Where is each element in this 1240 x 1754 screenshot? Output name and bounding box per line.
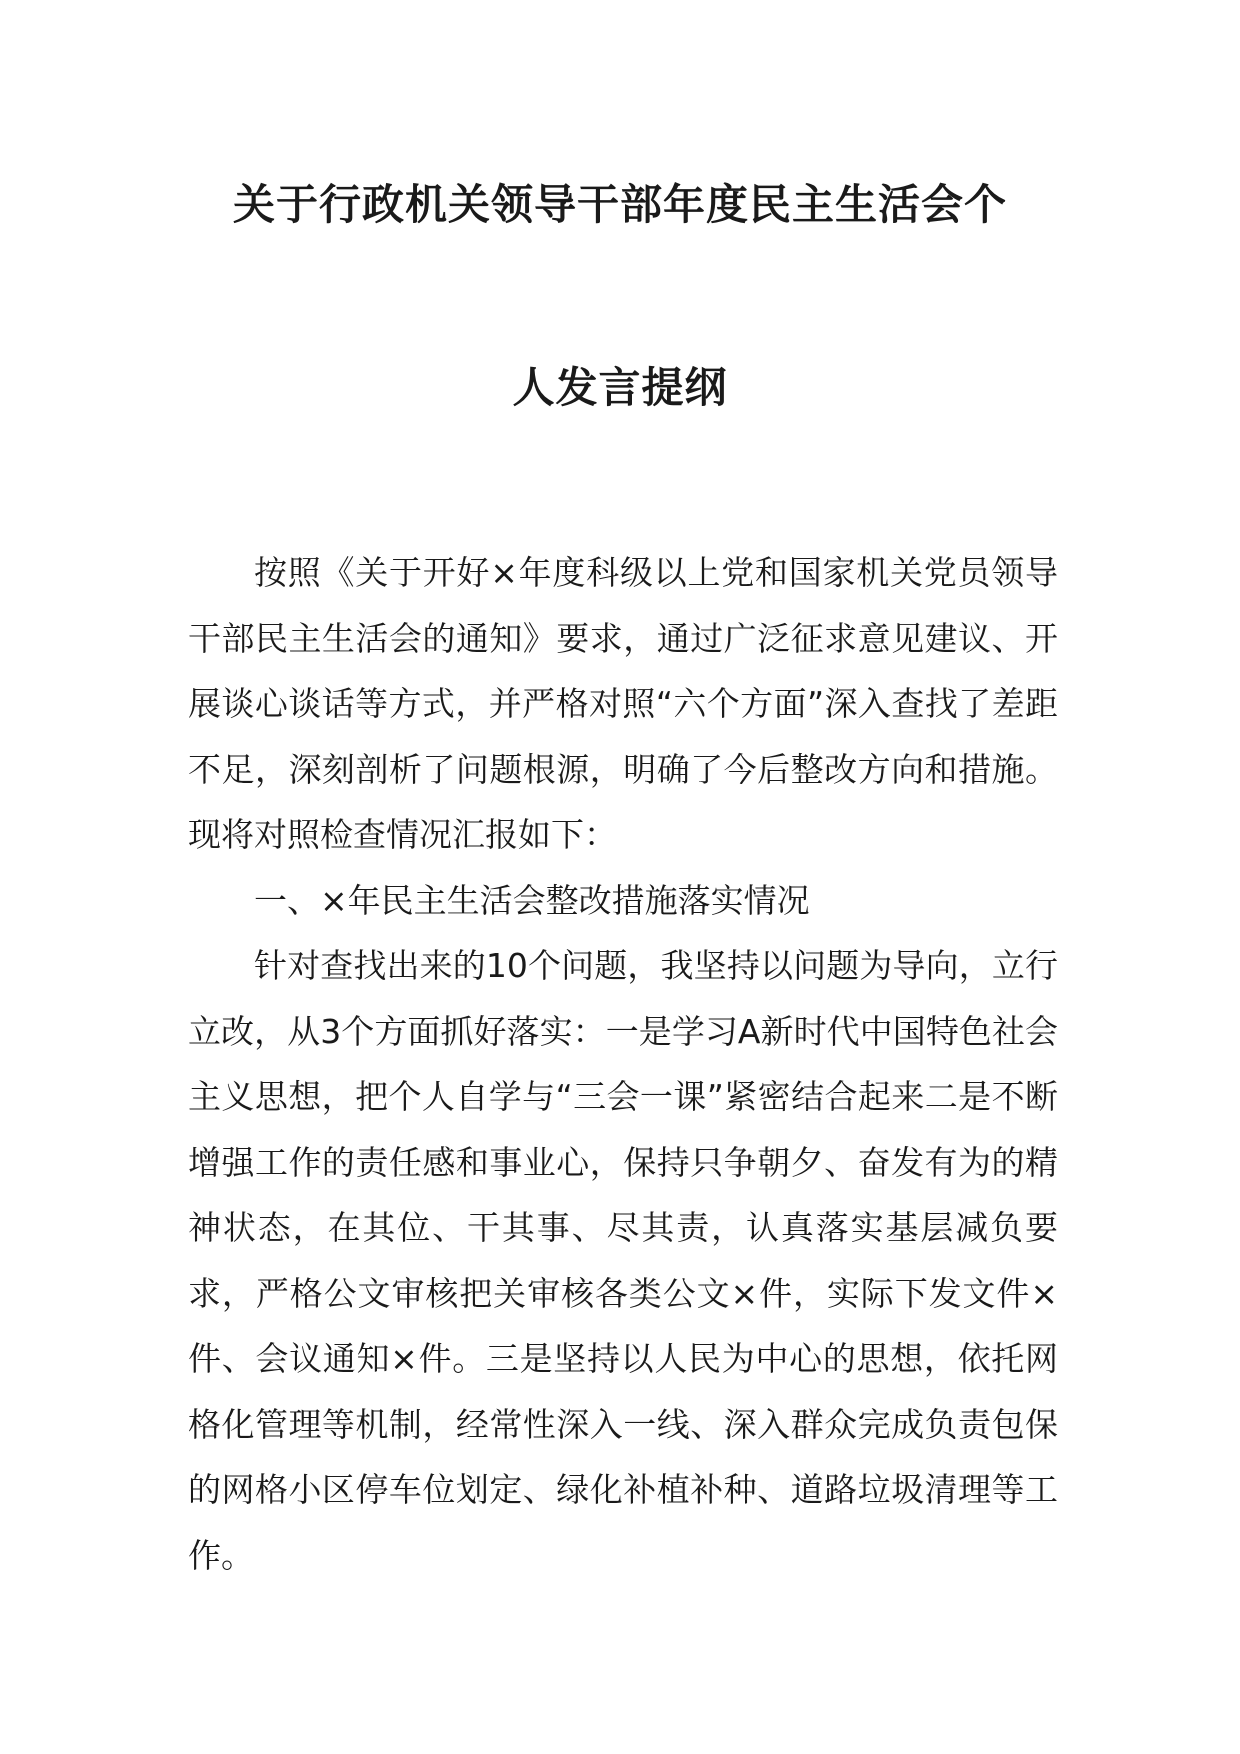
section-heading-block	[188, 868, 1058, 934]
section-paragraph-block	[188, 933, 1058, 1588]
intro-paragraph: 按照《关于开好×年度科级以上党和国家机关党员领导干部民主生活会的通知》要求，通过广泛征求意见建议、开展谈心谈话等方式，并严格对照“六个方面”深入查找了差距不足，深刻剖析了问题根源，明确了今后整改方向和措施。现将对照检查情况汇报如下：	[188, 553, 1058, 854]
intro-paragraph-block	[188, 540, 1058, 868]
document-title-line-2: 人发言提纲	[512, 363, 728, 412]
section-1-paragraph: 针对查找出来的10个问题，我坚持以问题为导向，立行立改，从3个方面抓好落实：一是学习A新时代中国特色社会主义思想，把个人自学与“三会一课”紧密结合起来二是不断增强工作的责任感和事业心，保持只争朝夕、奋发有为的精神状态，在其位、干其事、尽其责，认真落实基层减负要求，严格公文审核把关审核各类公文×件，实际下发文件×件、会议通知×件。三是坚持以人民为中心的思想，依托网格化管理等机制，经常性深入一线、深入群众完成负责包保的网格小区停车位划定、绿化补植补种、道路垃圾清理等工作。	[188, 946, 1058, 1575]
section-heading-1: 一、×年民主生活会整改措施落实情况	[254, 881, 810, 920]
document-title-line-1: 关于行政机关领导干部年度民主生活会个	[232, 180, 1007, 229]
